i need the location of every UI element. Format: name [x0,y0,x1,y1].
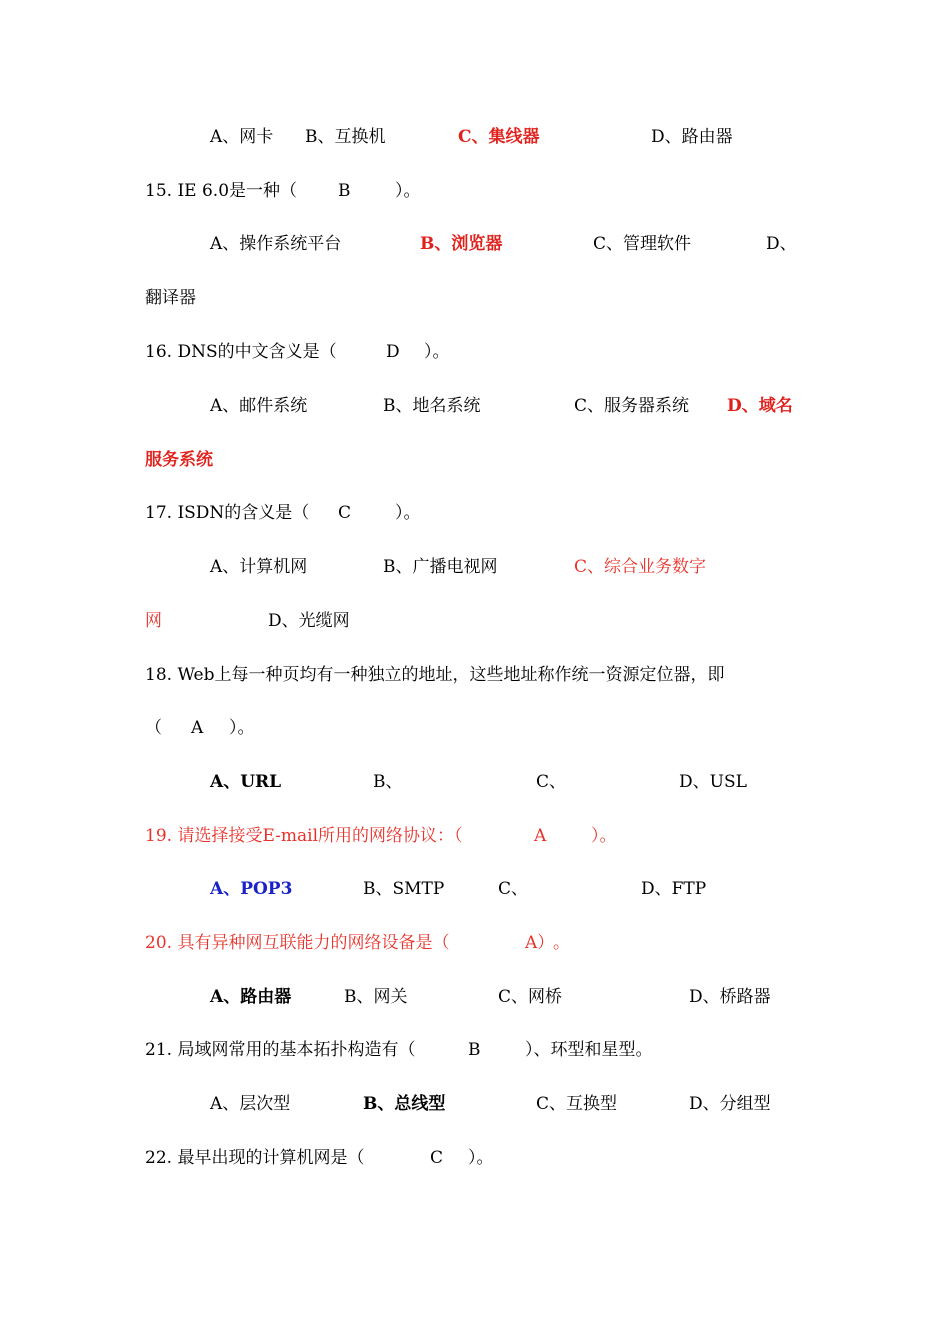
question-15 [0,176,950,206]
question-22 [0,1143,950,1173]
question-17 [0,498,950,528]
question-text: 18. Web上每一种页均有一种独立的地址，这些地址称作统一资源定位器，即 [145,665,725,685]
option-d: D、 [766,234,797,254]
option-b: B、 [373,772,403,792]
option-a-answer: A、路由器 [210,987,292,1007]
answer-letter: A [534,826,547,846]
question-open: （ [145,718,162,738]
options-q18 [0,767,950,797]
option-b: B、地名系统 [383,396,481,416]
option-d: D、USL [679,772,747,792]
options-q16-wrap [0,445,950,475]
option-d: D、FTP [641,879,707,899]
question-20 [0,928,950,958]
options-q21 [0,1089,950,1119]
option-b-answer: B、总线型 [363,1094,446,1114]
question-18 [0,660,950,690]
option-a: A、计算机网 [210,557,308,577]
option-a-answer: A、URL [210,772,282,792]
question-end: ）。 [395,181,421,201]
option-d: D、路由器 [651,127,733,147]
question-16 [0,337,950,367]
answer-letter: C [430,1148,444,1168]
option-b: B、广播电视网 [383,557,498,577]
answer-letter: B [468,1040,481,1060]
option-d: D、光缆网 [268,611,350,631]
question-end: ）。 [229,718,255,738]
answer-letter: D [386,342,400,362]
answer-letter: C [338,503,352,523]
question-19 [0,821,950,851]
options-q17 [0,552,950,582]
option-c-answer: C、集线器 [458,127,540,147]
question-18-wrap [0,713,950,743]
options-q15-wrap [0,283,950,313]
option-d: D、桥路器 [689,987,771,1007]
option-a: A、网卡 [210,127,274,147]
option-c: C、网桥 [498,987,563,1007]
option-d: D、分组型 [689,1094,771,1114]
option-d-answer-continued: 服务系统 [145,450,213,470]
question-text: 22. 最早出现的计算机网是（ [145,1148,365,1168]
option-c: C、管理软件 [593,234,692,254]
option-a: A、邮件系统 [210,396,308,416]
question-text: 15. IE 6.0是一种（ [145,181,298,201]
option-d-answer: D、域名 [727,396,793,416]
question-end: ）、环型和星型。 [525,1040,653,1060]
question-end: ）。 [591,826,617,846]
option-b: B、网关 [344,987,408,1007]
question-end: ）。 [424,342,450,362]
option-c: C、互换型 [536,1094,618,1114]
option-a: A、操作系统平台 [210,234,342,254]
options-q14 [0,122,950,152]
options-q20 [0,982,950,1012]
question-21 [0,1035,950,1065]
option-c: C、 [498,879,529,899]
option-c: C、 [536,772,567,792]
option-c-answer: C、综合业务数字 [574,557,707,577]
answer-letter: B [338,181,351,201]
option-a: A、层次型 [210,1094,291,1114]
answer-letter: A [191,718,204,738]
option-b-answer: B、浏览器 [420,234,503,254]
option-a-answer: A、POP3 [210,879,293,899]
answer-letter: A） [525,933,555,953]
option-c: C、服务器系统 [574,396,690,416]
question-text: 21. 局域网常用的基本拓扑构造有（ [145,1040,416,1060]
question-text: 20. 具有异种网互联能力的网络设备是（ [145,933,450,953]
option-b: B、SMTP [363,879,445,899]
option-d-continued: 翻译器 [145,288,196,308]
options-q16 [0,391,950,421]
options-q19 [0,874,950,904]
question-text: 16. DNS的中文含义是（ [145,342,337,362]
option-c-answer-continued: 网 [145,611,162,631]
question-end: 。 [553,933,570,953]
option-b: B、互换机 [305,127,386,147]
question-text: 17. ISDN的含义是（ [145,503,310,523]
question-end: ）。 [395,503,421,523]
question-text: 19. 请选择接受E-mail所用的网络协议：（ [145,826,463,846]
options-q17-wrap [0,606,950,636]
options-q15 [0,229,950,259]
question-end: ）。 [468,1148,494,1168]
